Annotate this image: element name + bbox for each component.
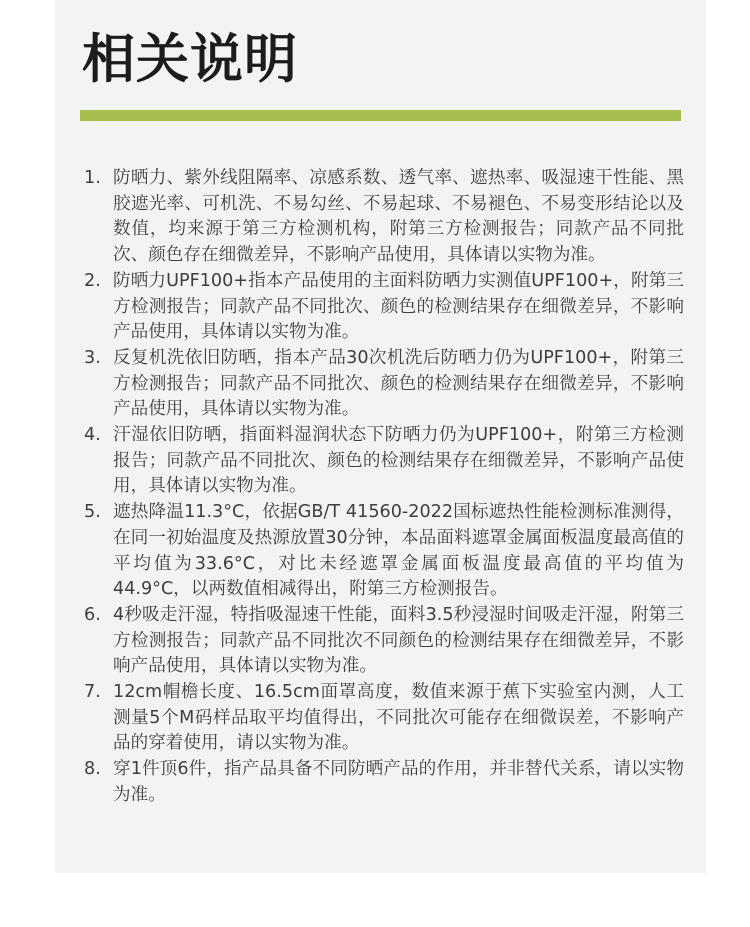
list-item-text: 防晒力UPF100+指本产品使用的主面料防晒力实测值UPF100+，附第三方检测报告；同款产品不同批次、颜色的检测结果存在细微差异，不影响产品使用，具体请以实物为准。 <box>113 270 684 343</box>
list-item-number: 6. <box>84 604 101 625</box>
list-item-text: 穿1件顶6件，指产品具备不同防晒产品的作用，并非替代关系，请以实物为准。 <box>113 759 684 805</box>
list-item-text: 汗湿依旧防晒，指面料湿润状态下防晒力仍为UPF100+，附第三方检测报告；同款产品不同批次、颜色的检测结果存在细微差异，不影响产品使用，具体请以实物为准。 <box>113 425 684 497</box>
list-item-number: 1. <box>84 168 101 188</box>
accent-divider <box>80 110 681 121</box>
list-item <box>84 500 684 603</box>
list-item-number: 7. <box>84 682 101 703</box>
list-item-text: 防晒力、紫外线阻隔率、凉感系数、透气率、遮热率、吸湿速干性能、黑胶遮光率、可机洗、不易勾丝、不易起球、不易褪色、不易变形结论以及数值，均来源于第三方检测机构，附第三方检测报告；同款产品不同批次、颜色存在细微差异，不影响产品使用，具体请以实物为准。 <box>113 168 684 266</box>
list-item-number: 2. <box>84 270 101 291</box>
list-item <box>84 423 684 500</box>
list-item-number: 8. <box>84 759 101 780</box>
notes-list <box>84 166 684 809</box>
list-item <box>84 603 684 680</box>
list-item-text: 反复机洗依旧防晒，指本产品30次机洗后防晒力仍为UPF100+，附第三方检测报告；同款产品不同批次、颜色的检测结果存在细微差异，不影响产品使用，具体请以实物为准。 <box>113 347 684 420</box>
list-item <box>84 757 684 808</box>
list-item-number: 4. <box>84 425 101 446</box>
list-item-number: 3. <box>84 347 101 368</box>
list-item <box>84 680 684 757</box>
list-item-number: 5. <box>84 502 101 523</box>
list-item <box>84 346 684 423</box>
list-item <box>84 269 684 346</box>
list-item-text: 4秒吸走汗湿，特指吸湿速干性能，面料3.5秒浸湿时间吸走汗湿，附第三方检测报告；同款产品不同批次不同颜色的检测结果存在细微差异，不影响产品使用，具体请以实物为准。 <box>113 604 684 677</box>
list-item-text: 遮热降温11.3°C，依据GB/T 41560-2022国标遮热性能检测标准测得，在同一初始温度及热源放置30分钟，本品面料遮罩金属面板温度最高值的平均值为33.6°C，对比未经遮罩金属面板温度最高值的平均值为44.9°C，以两数值相减得出，附第三方检测报告。 <box>113 502 684 600</box>
list-item <box>84 166 684 269</box>
list-item-text: 12cm帽檐长度、16.5cm面罩高度，数值来源于蕉下实验室内测，人工测量5个M码样品取平均值得出，不同批次可能存在细微误差，不影响产品的穿着使用，请以实物为准。 <box>113 682 684 754</box>
page-title: 相关说明 <box>82 29 298 90</box>
